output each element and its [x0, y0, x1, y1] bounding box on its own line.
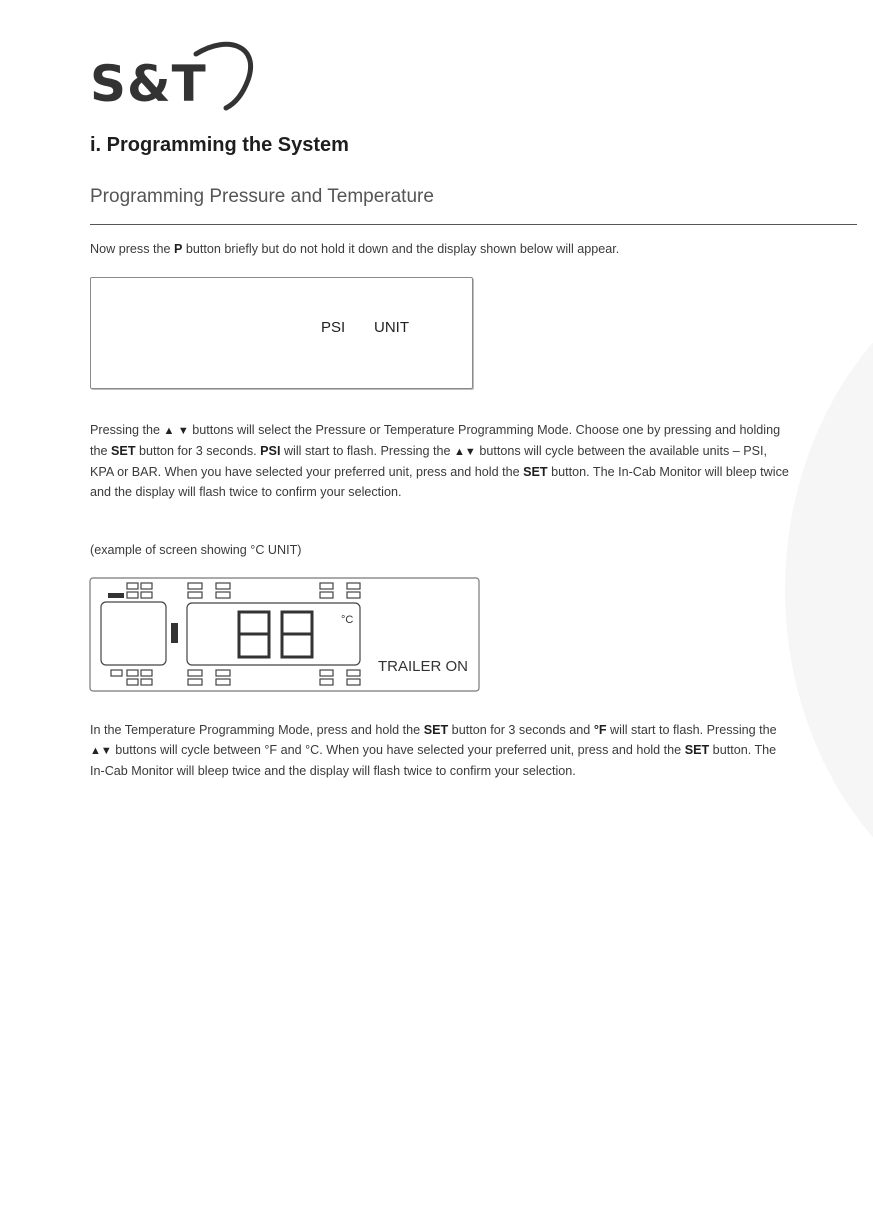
intro-paragraph: Now press the P button briefly but do not hold it down and the display shown below will appear.: [90, 242, 620, 256]
psi-unit-display: [90, 277, 473, 389]
background-arc-decoration: [785, 240, 873, 940]
celsius-unit-display: [89, 577, 481, 693]
up-arrow-icon: ▲: [163, 425, 175, 437]
example-caption: (example of screen showing °C UNIT): [90, 543, 302, 557]
temperature-mode-paragraph: In the Temperature Programming Mode, press and hold the SET button for 3 seconds and °F will start to flash. Pressing the ▲▼ buttons will cycle between °F and °C. When you have selected your preferred unit, press and hold the SET button. The In-Cab Monitor will bleep twice and the display will flash twice to confirm your selection.: [90, 723, 777, 778]
logo-text: S&T: [90, 55, 207, 113]
up-down-arrows-icon: ▲▼: [90, 745, 112, 757]
down-arrow-icon: ▼: [177, 425, 189, 437]
section-title: i. Programming the System: [90, 134, 349, 156]
subsection-title: Programming Pressure and Temperature: [90, 186, 434, 207]
up-down-arrows-icon: ▲▼: [454, 446, 476, 458]
st-logo: [88, 38, 258, 114]
celsius-unit-label: °C: [341, 614, 354, 626]
psi-label: PSI: [321, 319, 346, 336]
status-bar-segment: [108, 593, 124, 598]
trailer-on-label: TRAILER ON: [378, 658, 469, 675]
mode-selection-paragraph: Pressing the ▲ ▼ buttons will select the Pressure or Temperature Programming Mode. Choose one by pressing and holding the SET button for 3 seconds. PSI will start to flash. Pressing the ▲▼ buttons will cycle between the available units – PSI, KPA or BAR. When you have selected your preferred unit, press and hold the SET button. The In-Cab Monitor will bleep twice and the display will flash twice to confirm your selection.: [90, 423, 789, 499]
unit-label: UNIT: [374, 319, 409, 336]
divider: [90, 224, 857, 225]
separator-segment: [171, 623, 178, 643]
